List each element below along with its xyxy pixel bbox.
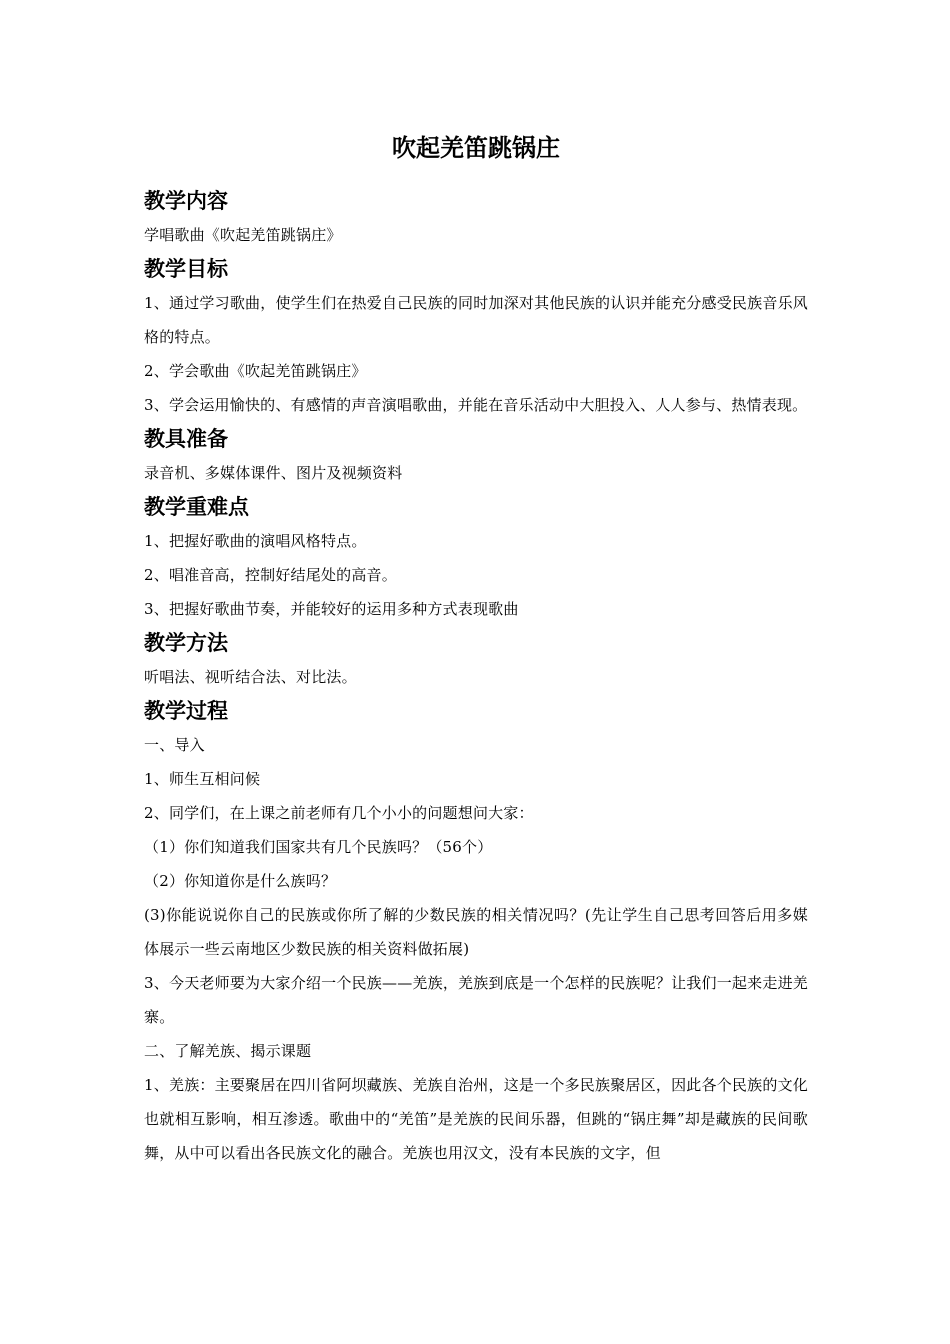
document-title: 吹起羌笛跳锅庄 — [392, 134, 560, 162]
process-line: 二、了解羌族、揭示课题 — [144, 1042, 312, 1060]
document-body — [144, 184, 808, 1170]
process-line: 2、同学们，在上课之前老师有几个小小的问题想问大家： — [144, 804, 534, 822]
difficulty-line: 3、把握好歌曲节奏，并能较好的运用多种方式表现歌曲 — [144, 600, 519, 618]
section-heading-content: 教学内容 — [144, 189, 228, 213]
process-line: （1）你们知道我们国家共有几个民族吗？（56个） — [144, 838, 493, 856]
process-line: 一、导入 — [144, 736, 205, 754]
process-line: (3)你能说说你自己的民族或你所了解的少数民族的相关情况吗？(先让学生自己思考回答后用多媒体展示一些云南地区少数民族的相关资料做拓展) — [144, 906, 808, 958]
section-heading-methods: 教学方法 — [144, 631, 228, 655]
section-heading-process: 教学过程 — [144, 699, 228, 723]
goal-line: 3、学会运用愉快的、有感情的声音演唱歌曲，并能在音乐活动中大胆投入、人人参与、热情表现。 — [144, 396, 808, 414]
process-line: 1、羌族：主要聚居在四川省阿坝藏族、羌族自治州，这是一个多民族聚居区，因此各个民族的文化也就相互影响，相互渗透。歌曲中的“羌笛”是羌族的民间乐器，但跳的“锅庄舞”却是藏族的民间歌舞，从中可以看出各民族文化的融合。羌族也用汉文，没有本民族的文字，但 — [144, 1076, 808, 1162]
section-heading-tools: 教具准备 — [144, 427, 228, 451]
goal-line: 2、学会歌曲《吹起羌笛跳锅庄》 — [144, 362, 367, 380]
difficulty-line: 1、把握好歌曲的演唱风格特点。 — [144, 532, 367, 550]
process-line: 1、师生互相问候 — [144, 770, 261, 788]
process-line: （2）你知道你是什么族吗？ — [144, 872, 337, 890]
section-heading-difficulties: 教学重难点 — [144, 495, 249, 519]
difficulty-line: 2、唱准音高，控制好结尾处的高音。 — [144, 566, 397, 584]
goal-line: 1、通过学习歌曲，使学生们在热爱自己民族的同时加深对其他民族的认识并能充分感受民族音乐风格的特点。 — [144, 294, 808, 346]
tools-line: 录音机、多媒体课件、图片及视频资料 — [144, 464, 403, 482]
process-line: 3、今天老师要为大家介绍一个民族——羌族，羌族到底是一个怎样的民族呢？让我们一起来走进羌寨。 — [144, 974, 808, 1026]
content-line: 学唱歌曲《吹起羌笛跳锅庄》 — [144, 226, 342, 244]
section-heading-goals: 教学目标 — [144, 257, 228, 281]
method-line: 听唱法、视听结合法、对比法。 — [144, 668, 357, 686]
